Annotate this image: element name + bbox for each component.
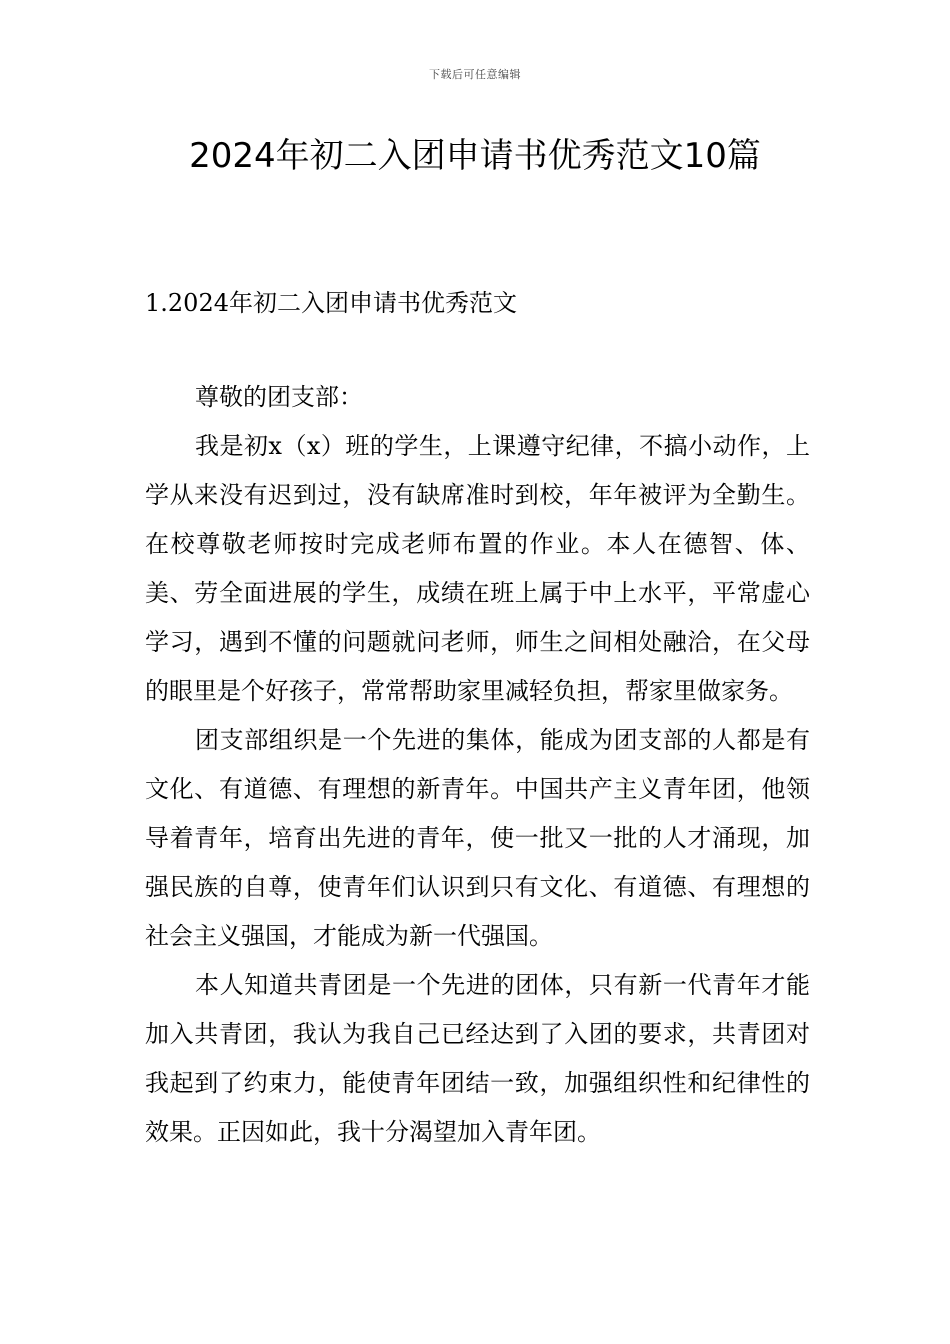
header-note: 下载后可任意编辑 — [429, 68, 521, 81]
letter-body — [145, 373, 810, 1157]
section-heading: 1.2024年初二入团申请书优秀范文 — [145, 289, 517, 317]
letter-paragraph: 团支部组织是一个先进的集体，能成为团支部的人都是有文化、有道德、有理想的新青年。中国共产主义青年团，他领导着青年，培育出先进的青年，使一批又一批的人才涌现，加强民族的自尊，使青年们认识到只有文化、有道德、有理想的社会主义强国，才能成为新一代强国。 — [145, 726, 810, 950]
document-title: 2024年初二入团申请书优秀范文10篇 — [189, 136, 761, 176]
letter-paragraph: 本人知道共青团是一个先进的团体，只有新一代青年才能加入共青团，我认为我自己已经达到了入团的要求，共青团对我起到了约束力，能使青年团结一致，加强组织性和纪律性的效果。正因如此，我十分渴望加入青年团。 — [145, 971, 810, 1146]
letter-salutation: 尊敬的团支部： — [195, 383, 363, 411]
letter-paragraph: 我是初x（x）班的学生，上课遵守纪律，不搞小动作，上学从来没有迟到过，没有缺席准时到校，年年被评为全勤生。在校尊敬老师按时完成老师布置的作业。本人在德智、体、美、劳全面进展的学生，成绩在班上属于中上水平，平常虚心学习，遇到不懂的问题就问老师，师生之间相处融洽，在父母的眼里是个好孩子，常常帮助家里减轻负担，帮家里做家务。 — [145, 432, 810, 705]
